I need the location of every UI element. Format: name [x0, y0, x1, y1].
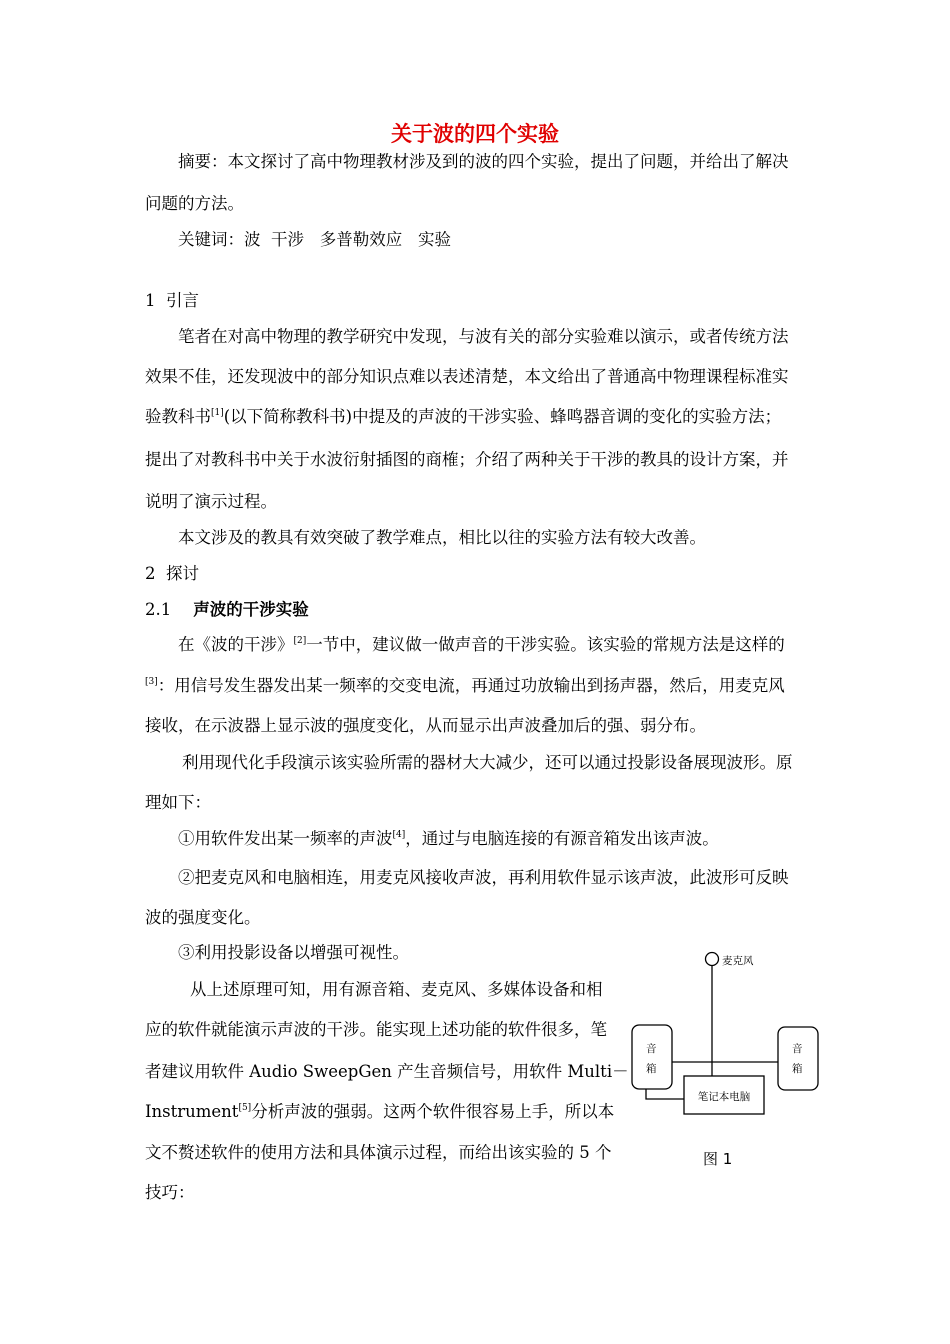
- sec2-p1-line-1: 在《波的干涉》[2]一节中，建议做一做声音的干涉实验。该实验的常规方法是这样的: [178, 635, 785, 654]
- citation-4: [4]: [392, 830, 406, 840]
- abstract-line-1: 摘要：本文探讨了高中物理教材涉及到的波的四个实验，提出了问题，并给出了解决: [178, 152, 789, 171]
- sec2-p2-line-2: 理如下：: [145, 793, 211, 812]
- sec2-p2-line-1: 利用现代化手段演示该实验所需的器材大大减少，还可以通过投影设备展现波形。原: [182, 753, 793, 772]
- sec2-p1-line-2: [3]：用信号发生器发出某一频率的交变电流，再通过功放输出到扬声器，然后，用麦克风: [145, 676, 785, 695]
- step-2-line-2: 波的强度变化。: [145, 908, 261, 927]
- figure-caption: 图 1: [703, 1150, 733, 1168]
- right-speaker-box: [778, 1027, 818, 1090]
- sec2-p3-line-5: 文不赘述软件的使用方法和具体演示过程，而给出该实验的 5 个: [145, 1143, 612, 1162]
- sec2-p3-line-1: 从上述原理可知，用有源音箱、麦克风、多媒体设备和相: [190, 980, 603, 999]
- sec1-p1-line-4: 提出了对教科书中关于水波衍射插图的商榷；介绍了两种关于干涉的教具的设计方案，并: [145, 450, 789, 469]
- step-2-line-1: ②把麦克风和电脑相连，用麦克风接收声波，再利用软件显示该声波，此波形可反映: [178, 868, 789, 887]
- left-speaker-label-2: 箱: [646, 1063, 657, 1075]
- sec1-p1-line-5: 说明了演示过程。: [145, 492, 277, 511]
- sec2-p3-line-3: 者建议用软件 Audio SweepGen 产生音频信号，用软件 Multi－: [145, 1062, 629, 1081]
- keywords: 关键词：波 干涉 多普勒效应 实验: [178, 230, 451, 249]
- step-1: ①用软件发出某一频率的声波[4]，通过与电脑连接的有源音箱发出该声波。: [178, 829, 719, 848]
- figure-1-diagram: [628, 946, 828, 1116]
- sec1-p2: 本文涉及的教具有效突破了教学难点，相比以往的实验方法有较大改善。: [178, 528, 706, 547]
- sec1-p1-line-1: 笔者在对高中物理的教学研究中发现，与波有关的部分实验难以演示，或者传统方法: [178, 327, 789, 346]
- abstract-line-2: 问题的方法。: [145, 194, 244, 213]
- citation-1: [1]: [211, 408, 224, 418]
- section-2-heading: 2 探讨: [145, 564, 199, 583]
- left-speaker-label-1: 音: [646, 1043, 657, 1055]
- sec2-p3-line-6: 技巧：: [145, 1183, 195, 1202]
- microphone-icon: [706, 953, 719, 966]
- citation-3: [3]: [145, 677, 158, 687]
- right-speaker-label-1: 音: [792, 1043, 803, 1055]
- left-speaker-box: [632, 1025, 672, 1089]
- sec1-p1-line-3: 验教科书[1](以下简称教科书)中提及的声波的干涉实验、蜂鸣器音调的变化的实验方法；: [145, 407, 782, 426]
- right-speaker-label-2: 箱: [792, 1063, 803, 1075]
- sec2-p1-line-3: 接收，在示波器上显示波的强度变化，从而显示出声波叠加后的强、弱分布。: [145, 716, 706, 735]
- laptop-label: 笔记本电脑: [697, 1091, 751, 1103]
- sec1-p1-line-2: 效果不佳，还发现波中的部分知识点难以表述清楚，本文给出了普通高中物理课程标准实: [145, 367, 789, 386]
- microphone-label: 麦克风: [722, 955, 754, 967]
- citation-5: [5]: [238, 1103, 252, 1113]
- citation-2: [2]: [293, 636, 307, 646]
- section-1-heading: 1 引言: [145, 291, 199, 310]
- sec2-p3-line-4: Instrument[5]分析声波的强弱。这两个软件很容易上手，所以本: [145, 1102, 615, 1121]
- subsection-2-1-heading: 2.1 声波的干涉实验: [145, 600, 309, 619]
- sec2-p3-line-2: 应的软件就能演示声波的干涉。能实现上述功能的软件很多，笔: [145, 1020, 607, 1039]
- step-3: ③利用投影设备以增强可视性。: [178, 943, 409, 962]
- document-title: 关于波的四个实验: [391, 122, 559, 146]
